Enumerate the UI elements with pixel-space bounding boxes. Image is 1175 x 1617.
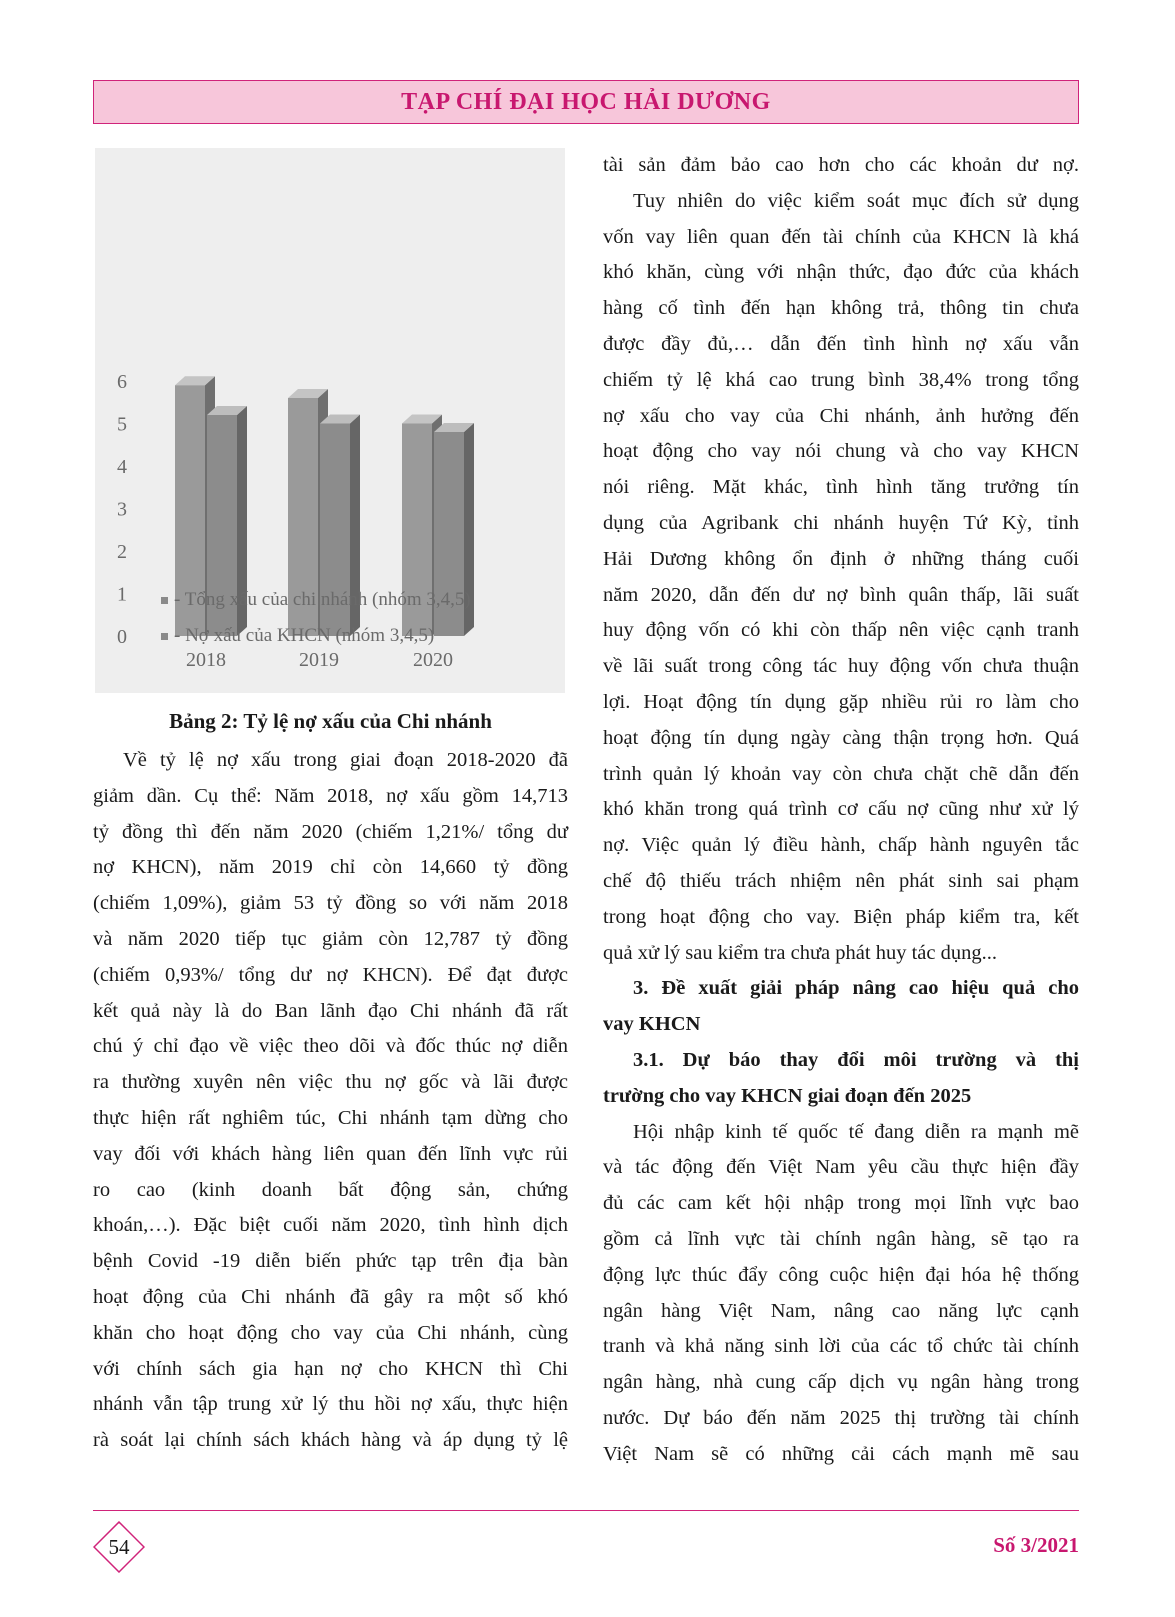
left-text-line: nợ KHCN), năm 2019 chỉ còn 14,660 tỷ đồng — [93, 856, 568, 879]
right-p1-line: khó khăn trong quá trình cơ cấu nợ cũng như xử lý — [603, 798, 1079, 821]
right-p1-line: khó khăn, cùng với nhận thức, đạo đức của khách — [603, 261, 1079, 284]
page-number-badge — [93, 1521, 145, 1573]
legend-swatch — [161, 597, 168, 604]
heading31-line: 3.1. Dự báo thay đổi môi trường và thị — [633, 1048, 1079, 1071]
right-p1-line: nợ. Việc quản lý điều hành, chấp hành nguyên tắc — [603, 834, 1079, 857]
right-opening-line: tài sản đảm bảo cao hơn cho các khoản dư nợ. — [603, 154, 1079, 176]
right-p1-line: vốn vay liên quan đến tài chính của KHCN là khá — [603, 225, 1079, 248]
left-text-line: khăn cho hoạt động cho vay của Chi nhánh, cùng — [93, 1321, 568, 1344]
right-p1-line: dụng của Agribank chi nhánh huyện Tứ Kỳ, tỉnh — [603, 511, 1079, 534]
heading3-line: vay KHCN — [603, 1013, 701, 1036]
left-text-line: nhánh vẫn tập trung xử lý thu hồi nợ xấu, thực hiện — [93, 1393, 568, 1416]
chart-svg — [95, 148, 565, 693]
y-tick-label: 3 — [117, 498, 127, 521]
left-text-line: chú ý chỉ đạo về việc theo dõi và đốc thúc nợ diễn — [93, 1035, 568, 1058]
right-p2-line: nước. Dự báo đến năm 2025 thị trường tài chính — [603, 1406, 1079, 1429]
right-p1-line: nợ xấu cho vay của Chi nhánh, ảnh hưởng đến — [603, 404, 1079, 427]
right-p1-line: chiếm tỷ lệ khá cao trung bình 38,4% trong tổng — [603, 368, 1079, 391]
right-p1-line: nói riêng. Mặt khác, tình hình tăng trưởng tín — [603, 476, 1079, 499]
right-p2-line: gồm cả lĩnh vực tài chính ngân hàng, sẽ tạo ra — [603, 1227, 1079, 1250]
legend-label: - Nợ xấu của KHCN (nhóm 3,4,5) — [174, 625, 435, 646]
left-text-line: tỷ đồng thì đến năm 2020 (chiếm 1,21%/ tổng dư — [93, 820, 568, 843]
right-p1-line: về lãi suất trong công tác huy động vốn chưa thuận — [603, 655, 1079, 678]
y-tick-label: 5 — [117, 413, 127, 436]
heading3-line: 3. Đề xuất giải pháp nâng cao hiệu quả cho — [633, 977, 1079, 1000]
bad-debt-chart — [95, 148, 565, 693]
right-p1-line: Tuy nhiên do việc kiểm soát mục đích sử dụng — [633, 189, 1079, 212]
right-p1-line: trình quản lý khoản vay còn chưa chặt chẽ dẫn đến — [603, 762, 1079, 785]
right-paragraph-2 — [603, 1115, 1079, 1473]
left-body-text — [93, 743, 568, 1459]
left-text-line: (chiếm 0,93%/ tổng dư nợ KHCN). Để đạt được — [93, 963, 568, 986]
right-p1-line: được đầy đủ,… dẫn đến tình hình nợ xấu vẫn — [603, 332, 1079, 355]
left-text-line: rà soát lại chính sách khách hàng và áp dụng tỷ lệ — [93, 1429, 568, 1452]
right-column — [603, 148, 1079, 1472]
legend-swatch — [161, 633, 168, 640]
right-p2-line: ngân hàng Việt Nam, nâng cao năng lực cạnh — [603, 1299, 1079, 1322]
right-p1-line: hoạt động tín dụng ngày càng thận trọng hơn. Quá — [603, 726, 1079, 749]
left-text-line: giảm dần. Cụ thể: Năm 2018, nợ xấu gồm 14,713 — [93, 784, 568, 807]
journal-title: TẠP CHÍ ĐẠI HỌC HẢI DƯƠNG — [401, 88, 771, 115]
figure-caption: Bảng 2: Tỷ lệ nợ xấu của Chi nhánh — [169, 709, 492, 733]
left-text-line: kết quả này là do Ban lãnh đạo Chi nhánh đã rất — [93, 999, 568, 1022]
left-text-line: thực hiện rất nghiêm túc, Chi nhánh tạm dừng cho — [93, 1106, 568, 1129]
page-number: 54 — [108, 1534, 130, 1559]
right-p1-line: quả xử lý sau kiểm tra chưa phát huy tác dụng... — [603, 941, 997, 964]
right-p1-line: Hải Dương không ổn định ở những tháng cuối — [603, 547, 1079, 570]
right-p1-line: huy động vốn có khi còn thấp nên việc cạnh tranh — [603, 619, 1079, 642]
section-heading-3 — [603, 971, 1079, 1043]
left-text-line: với chính sách gia hạn nợ cho KHCN thì Chi — [93, 1357, 568, 1380]
right-p1-line: lợi. Hoạt động tín dụng gặp nhiều rủi ro làm cho — [603, 690, 1079, 713]
heading31-line: trường cho vay KHCN giai đoạn đến 2025 — [603, 1084, 972, 1107]
y-tick-label: 1 — [117, 583, 127, 606]
left-text-line: bệnh Covid -19 diễn biến phức tạp trên địa bàn — [93, 1250, 568, 1273]
right-p1-line: hàng cố tình đến hạn không trả, thông tin chưa — [603, 297, 1079, 320]
right-p2-line: tranh và khả năng sinh lời của các tổ chức tài chính — [603, 1335, 1079, 1358]
left-text-line: hoạt động của Chi nhánh đã gây ra một số khó — [93, 1285, 568, 1308]
right-p2-line: ngân hàng, nhà cung cấp dịch vụ ngân hàng trong — [603, 1371, 1079, 1394]
right-p1-line: trong hoạt động cho vay. Biện pháp kiểm tra, kết — [603, 905, 1079, 928]
y-tick-label: 2 — [117, 541, 127, 563]
left-text-line: ro cao (kinh doanh bất động sản, chứng — [93, 1178, 568, 1201]
left-text-line: Về tỷ lệ nợ xấu trong giai đoạn 2018-2020 đã — [123, 749, 568, 771]
right-p2-line: và tác động đến Việt Nam yêu cầu thực hiện đầy — [603, 1156, 1079, 1179]
y-tick-label: 0 — [117, 626, 127, 648]
left-text-line: ra thường xuyên nên việc thu nợ gốc và lãi được — [93, 1071, 568, 1094]
y-tick-label: 4 — [117, 456, 127, 478]
right-p2-line: động lực thúc đẩy công cuộc hiện đại hóa hệ thống — [603, 1263, 1079, 1286]
left-text-line: vay đối với khách hàng liên quan đến lĩnh vực rủi — [93, 1142, 568, 1165]
legend-label: - Tổng xấu của chi nhánh (nhóm 3,4,5) — [174, 589, 471, 610]
right-paragraph-1 — [603, 184, 1079, 972]
right-p2-line: Việt Nam sẽ có những cải cách mạnh mẽ sau — [603, 1442, 1079, 1465]
journal-header — [93, 80, 1079, 124]
footer-rule — [93, 1510, 1079, 1511]
x-tick-label: 2018 — [186, 649, 226, 671]
issue-number: Số 3/2021 — [993, 1533, 1079, 1557]
right-p1-line: hoạt động cho vay nói chung và cho vay KHCN — [603, 440, 1079, 463]
right-p1-line: chế độ thiếu trách nhiệm nên phát sinh sai phạm — [603, 869, 1079, 892]
right-p2-line: Hội nhập kinh tế quốc tế đang diễn ra mạnh mẽ — [633, 1120, 1079, 1143]
left-column — [93, 148, 568, 1459]
y-tick-label: 6 — [117, 371, 127, 393]
section-heading-3-1 — [603, 1043, 1079, 1115]
x-tick-label: 2019 — [299, 649, 339, 671]
x-tick-label: 2020 — [413, 649, 453, 671]
left-text-line: (chiếm 1,09%), giảm 53 tỷ đồng so với năm 2018 — [93, 892, 568, 915]
right-p2-line: đủ các cam kết hội nhập trong mọi lĩnh vực bao — [603, 1192, 1079, 1215]
left-text-line: và năm 2020 tiếp tục giảm còn 12,787 tỷ đồng — [93, 927, 568, 950]
left-text-line: khoán,…). Đặc biệt cuối năm 2020, tình hình dịch — [93, 1214, 568, 1237]
right-p1-line: năm 2020, dẫn đến dư nợ bình quân thấp, lãi suất — [603, 583, 1079, 606]
